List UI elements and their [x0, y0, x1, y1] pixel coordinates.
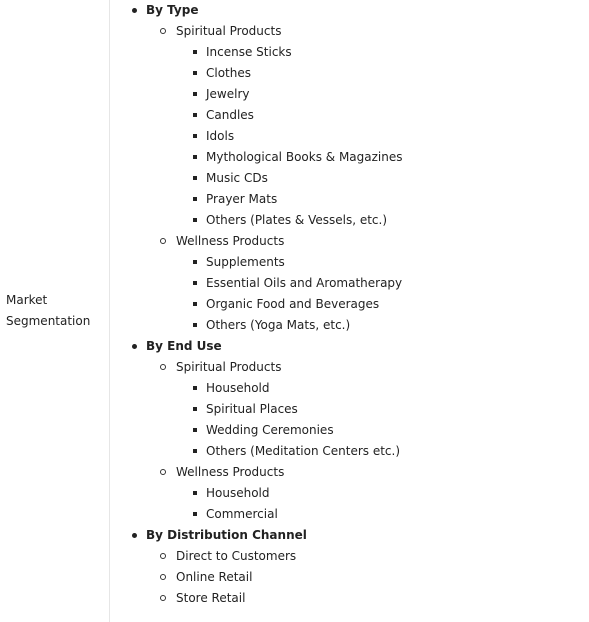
- group-item: [111, 546, 589, 567]
- bullet-icon: [191, 105, 201, 126]
- list-item-text: Idols: [206, 129, 235, 143]
- segment-heading-text: By End Use: [146, 339, 222, 353]
- list-item-text: Essential Oils and Aromatherapy: [206, 276, 403, 290]
- bullet-icon: [191, 42, 201, 63]
- group-item: [111, 588, 589, 609]
- list-item-text: Clothes: [206, 66, 251, 80]
- group-item: [111, 462, 589, 483]
- bullet-icon: [191, 189, 201, 210]
- list-item-text: Prayer Mats: [206, 192, 278, 206]
- bullet-icon: [159, 21, 169, 42]
- list-item: [111, 294, 589, 315]
- group-item-text: Online Retail: [176, 570, 253, 584]
- group-item-text: Spiritual Products: [176, 360, 282, 374]
- bullet-icon: [191, 420, 201, 441]
- list-item: [111, 441, 589, 462]
- bullet-icon: [191, 84, 201, 105]
- list-item: [111, 483, 589, 504]
- group-item-text: Store Retail: [176, 591, 246, 605]
- bullet-icon: [130, 525, 140, 546]
- group-item-text: Direct to Customers: [176, 549, 297, 563]
- bullet-icon: [191, 147, 201, 168]
- bullet-icon: [191, 210, 201, 231]
- list-item-text: Others (Yoga Mats, etc.): [206, 318, 351, 332]
- group-item: [111, 21, 589, 42]
- segment-heading: [111, 525, 589, 546]
- segment-heading-text: By Type: [146, 3, 199, 17]
- bullet-icon: [159, 357, 169, 378]
- bullet-icon: [191, 273, 201, 294]
- segment-heading-text: By Distribution Channel: [146, 528, 307, 542]
- row-label-line: Segmentation: [6, 314, 91, 328]
- list-item: [111, 84, 589, 105]
- list-item: [111, 378, 589, 399]
- list-item-text: Others (Plates & Vessels, etc.): [206, 213, 388, 227]
- bullet-icon: [191, 315, 201, 336]
- list-item: [111, 399, 589, 420]
- list-item: [111, 168, 589, 189]
- segmentation-list-cell: [111, 0, 589, 622]
- list-item: [111, 210, 589, 231]
- list-item: [111, 273, 589, 294]
- list-item: [111, 42, 589, 63]
- list-item: [111, 105, 589, 126]
- group-item: [111, 231, 589, 252]
- list-item-text: Commercial: [206, 507, 278, 521]
- row-label-line: Market: [6, 293, 48, 307]
- segment-heading: [111, 0, 589, 21]
- segmentation-list: [111, 0, 589, 609]
- list-item-text: Spiritual Places: [206, 402, 298, 416]
- list-item-text: Mythological Books & Magazines: [206, 150, 403, 164]
- list-item: [111, 126, 589, 147]
- bullet-icon: [191, 399, 201, 420]
- bullet-icon: [191, 126, 201, 147]
- row-label-cell: [0, 0, 110, 622]
- group-item-text: Wellness Products: [176, 234, 285, 248]
- bullet-icon: [159, 567, 169, 588]
- group-item: [111, 567, 589, 588]
- list-item-text: Others (Meditation Centers etc.): [206, 444, 401, 458]
- list-item-text: Supplements: [206, 255, 285, 269]
- bullet-icon: [130, 336, 140, 357]
- list-item-text: Music CDs: [206, 171, 268, 185]
- bullet-icon: [191, 441, 201, 462]
- group-item: [111, 357, 589, 378]
- group-item-text: Spiritual Products: [176, 24, 282, 38]
- list-item-text: Household: [206, 486, 270, 500]
- list-item: [111, 315, 589, 336]
- list-item-text: Incense Sticks: [206, 45, 292, 59]
- list-item: [111, 420, 589, 441]
- list-item: [111, 63, 589, 84]
- row-label: [6, 290, 106, 332]
- bullet-icon: [159, 546, 169, 567]
- list-item-text: Organic Food and Beverages: [206, 297, 380, 311]
- list-item-text: Candles: [206, 108, 254, 122]
- bullet-icon: [159, 231, 169, 252]
- group-item-text: Wellness Products: [176, 465, 285, 479]
- bullet-icon: [191, 504, 201, 525]
- list-item: [111, 252, 589, 273]
- bullet-icon: [191, 378, 201, 399]
- segment-heading: [111, 336, 589, 357]
- bullet-icon: [191, 63, 201, 84]
- list-item: [111, 189, 589, 210]
- bullet-icon: [191, 483, 201, 504]
- bullet-icon: [159, 462, 169, 483]
- bullet-icon: [191, 294, 201, 315]
- bullet-icon: [159, 588, 169, 609]
- bullet-icon: [130, 0, 140, 21]
- bullet-icon: [191, 168, 201, 189]
- bullet-icon: [191, 252, 201, 273]
- list-item-text: Household: [206, 381, 270, 395]
- list-item-text: Jewelry: [206, 87, 250, 101]
- list-item: [111, 147, 589, 168]
- list-item: [111, 504, 589, 525]
- list-item-text: Wedding Ceremonies: [206, 423, 334, 437]
